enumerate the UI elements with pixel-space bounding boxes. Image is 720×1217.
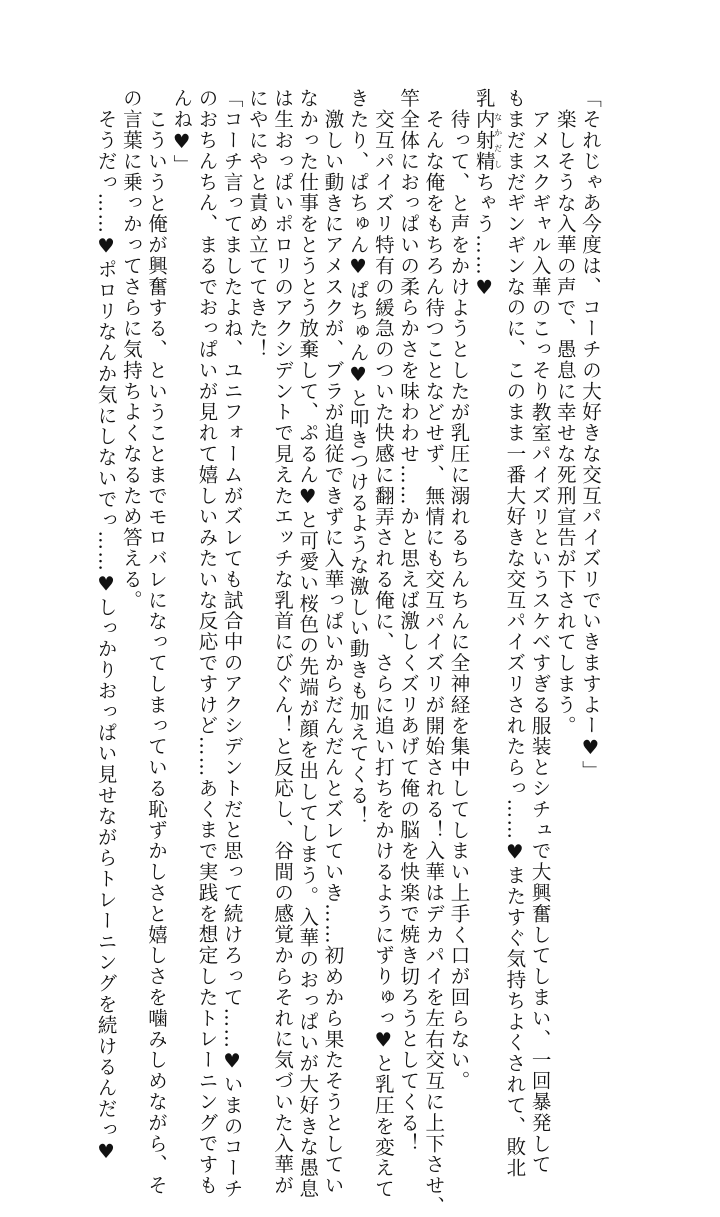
text-column-17: んね♥」	[170, 88, 194, 176]
ruby-base: 内射精	[472, 108, 496, 172]
text-column-5-before: 乳	[472, 88, 496, 109]
text-column-9: 交互パイズリ特有の緩急のついた快感に翻弄される俺に、さらに追い打ちをかけるようにずりゅっ♥と乳圧を変えて	[371, 109, 395, 1200]
text-column-4: もまだまだギンギンなのに、このまま一番大好きな交互パイズリされたらっ……♥またすぐ気持ちよくされて、敗北	[503, 88, 527, 1179]
text-column-13: は生おっぱいポロリのアクシデントで見えたエッチな乳首にびぐん！と反応し、谷間の感覚からそれに気づいた入華が	[271, 88, 295, 1196]
text-column-14: にやにやと責め立ててきた！	[245, 88, 269, 360]
text-column-3: アメスクギャル入華のこっそり教室パイズリというスケベすぎる服装とシチュで大興奮してしまい、一回暴発して	[528, 109, 552, 1175]
text-column-18: こういうと俺が興奮する、ということまでモロバレになってしまっている恥ずかしさと嬉しさを噛みしめながら、そ	[145, 109, 169, 1196]
text-column-19: の言葉に乗っかってさらに気持ちよくなるため答える。	[119, 88, 143, 611]
text-column-1: 「それじゃあ今度は、コーチの大好きな交互パイズリでいきますよー♥」	[579, 88, 602, 782]
text-column-5	[471, 88, 502, 930]
text-column-16: のおちんちん、まるでおっぱいが見れて嬉しいみたいな反応ですけど……あくまで実践を想定したトレーニングですも	[195, 88, 219, 1196]
ruby-reading: なかだし	[493, 108, 503, 172]
text-column-8: 竿全体におっぱいの柔らかさを味わわせ……かと思えば激しくズリあげて俺の脳を快楽で焼き切ろうとしてくる！	[397, 88, 421, 1154]
text-column-20: そうだっ……♥ポロリなんか気にしないでっ……♥しっかりおっぱい見せながらトレーニングを続けるんだっ♥	[94, 109, 118, 1165]
text-column-15: 「コーチ言ってましたよね、ユニフォームがズレても試合中のアクシデントだと思って続けろって……♥いまのコーチ	[220, 88, 244, 1200]
text-column-7: そんな俺をもちろん待つことなどせず、無情にも交互パイズリが開始される！入華はデカパイを左右交互に上下させ、	[422, 109, 446, 1217]
vertical-text-body	[93, 88, 603, 1217]
text-column-11: 激しい動きにアメスクが、ブラが追従できずに入華っぱいからだんだんとズレていき……初めから果たそうとしてい	[321, 109, 345, 1196]
text-column-5-after: ちゃう……♥	[472, 171, 496, 301]
text-column-10: きたり、ぱちゅん♥ぱちゅん♥と叩きつけるような激しい動きも加えてくる！	[346, 88, 370, 827]
text-column-6: 待って、と声をかけようとしたが乳圧に溺れるちんちんに全神経を集中してしまい上手く口が回らない。	[447, 109, 471, 1092]
furigana-ruby	[472, 108, 503, 172]
text-column-12: なかった仕事をとうとう放棄して、ぷるん♥と可愛い桜色の先端が顔を出してしまう。入華のおっぱいが大好きな愚息	[296, 88, 320, 1200]
text-column-2: 楽しそうな入華の声で、愚息に幸せな死刑宣告が下されてしまう。	[553, 109, 577, 736]
